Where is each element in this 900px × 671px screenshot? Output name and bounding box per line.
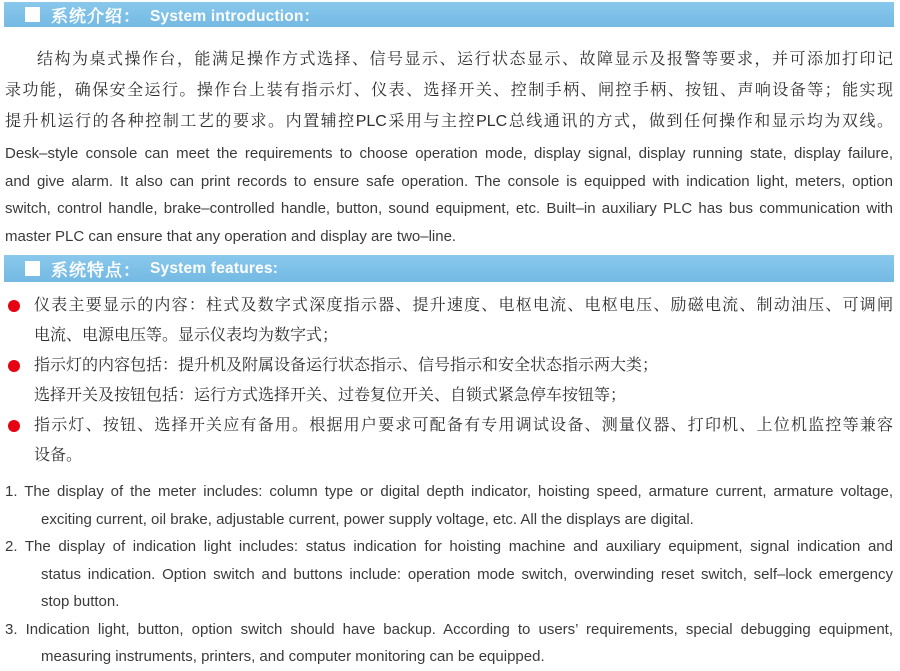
list-item (5, 351, 893, 411)
text-line: switch, control handle, brake–controlled handle, button, sound equipment, etc. Built–in auxiliary PLC has bus communication with (5, 200, 893, 217)
text-line: 指示灯、按钮、选择开关应有备用。根据用户要求可配备有专用调试设备、测量仪器、打印机、上位机监控等兼容 (34, 417, 893, 434)
text-line: 仪表主要显示的内容：柱式及数字式深度指示器、提升速度、电枢电流、电枢电压、励磁电流、制动油压、可调闸 (34, 297, 893, 314)
text-line: master PLC can ensure that any operation and display are two–line. (5, 227, 457, 245)
text-line: 3. Indication light, button, option switch should have backup. According to users’ requirements, special debugging equipment, (5, 620, 893, 638)
text-line: 提升机运行的各种控制工艺的要求。内置辅控PLC采用与主控PLC总线通讯的方式，做到任何操作和显示均为双线。 (5, 113, 893, 130)
text-line: and give alarm. It also can print records to ensure safe operation. The console is equipped with indication light, meters, option (5, 172, 893, 190)
text-line: Desk–style console can meet the requirements to choose operation mode, display signal, display running state, display failure, (5, 145, 893, 162)
features-content (0, 291, 900, 671)
list-item (5, 291, 893, 351)
text-line: 选择开关及按钮包括：运行方式选择开关、过卷复位开关、自锁式紧急停车按钮等； (34, 387, 627, 404)
list-item (5, 616, 893, 671)
intro-content (0, 44, 900, 250)
text-line: 电流、电源电压等。显示仪表均为数字式； (34, 327, 339, 344)
section-title-en: System features: (150, 259, 279, 277)
text-line: measuring instruments, printers, and computer monitoring can be equipped. (41, 648, 545, 665)
text-line: 指示灯的内容包括：提升机及附属设备运行状态指示、信号指示和安全状态指示两大类； (34, 357, 659, 374)
red-bullet-icon (8, 300, 20, 312)
list-item (5, 478, 893, 533)
catalog-page (0, 2, 900, 665)
white-square-icon (25, 7, 40, 22)
features-numbered-list-english (5, 478, 893, 671)
text-line: 录功能，确保安全运行。操作台上装有指示灯、仪表、选择开关、控制手柄、闸控手柄、按钮、声响设备等；能实现 (5, 82, 893, 99)
list-item (5, 533, 893, 616)
white-square-icon (25, 261, 40, 276)
list-item (5, 411, 893, 471)
text-line: stop button. (41, 593, 120, 610)
section-title-cn: 系统特点： (51, 261, 141, 280)
text-line: 2. The display of indication light includes: status indication for hoisting machine and auxiliary equipment, signal indication and (5, 538, 893, 555)
text-line: 结构为桌式操作台，能满足操作方式选择、信号显示、运行状态显示、故障显示及报警等要求，并可添加打印记 (37, 51, 893, 68)
section-header-features (4, 255, 894, 282)
red-bullet-icon (8, 420, 20, 432)
section-title-cn: 系统介绍： (51, 7, 141, 26)
intro-paragraph-chinese (5, 44, 893, 137)
features-bullet-list-chinese (5, 291, 893, 471)
section-header-introduction (4, 2, 894, 27)
section-title-en: System introduction： (150, 7, 320, 25)
text-line: status indication. Option switch and buttons include: operation mode switch, overwinding reset switch, self–lock emergency (41, 565, 893, 583)
text-line: 设备。 (34, 447, 83, 464)
red-bullet-icon (8, 360, 20, 372)
text-line: 1. The display of the meter includes: column type or digital depth indicator, hoisting speed, armature current, armature voltage, (5, 483, 893, 500)
text-line: exciting current, oil brake, adjustable current, power supply voltage, etc. All the displays are digital. (41, 510, 694, 528)
intro-paragraph-english (5, 140, 893, 250)
